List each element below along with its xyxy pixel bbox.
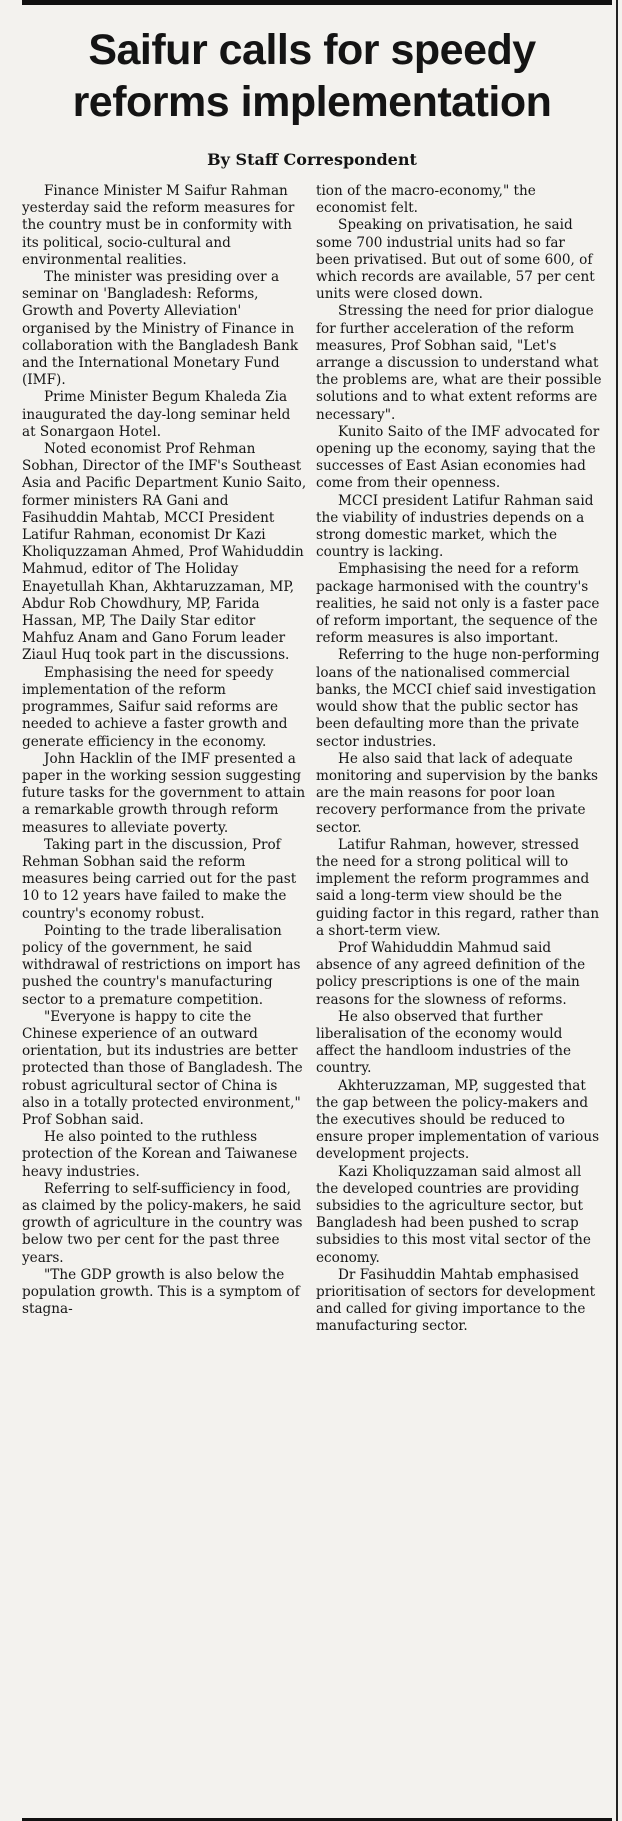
- paragraph: John Hacklin of the IMF presented a paper in the working session suggesting future tasks for the government to attain a remarkable growth through reform measures to alleviate poverty.: [22, 750, 306, 836]
- paragraph: Speaking on privatisation, he said some 700 industrial units had so far been privatised. But out of some 600, of which records are available, 57 per cent units were closed down.: [316, 217, 595, 303]
- paragraph: MCCI president Latifur Rahman said the viability of industries depends on a strong domestic market, which the country is lacking.: [316, 492, 594, 561]
- headline-line-1: Saifur calls for speedy: [88, 26, 536, 74]
- paragraph: Latifur Rahman, however, stressed the need for a strong political will to implement the reform programmes and said a long-term view should be the guiding factor in this regard, rather than a short-term view.: [316, 836, 600, 939]
- paragraph: He also observed that further liberalisation of the economy would affect the handloom industries of the country.: [316, 1008, 572, 1077]
- paragraph: tion of the macro-economy," the economist felt.: [316, 183, 536, 217]
- top-rule: [22, 0, 612, 5]
- paragraph: The minister was presiding over a seminar on 'Bangladesh: Reforms, Growth and Poverty Alleviation' organised by the Ministry of Finance in collaboration with the Bangladesh Bank and the International Monetary Fund (IMF).: [22, 269, 299, 389]
- paragraph: Referring to self-sufficiency in food, as claimed by the policy-makers, he said growth of agriculture in the country was below two per cent for the past three years.: [22, 1180, 303, 1266]
- paragraph: Emphasising the need for a reform package harmonised with the country's realities, he said not only is a faster pace of reform important, the sequence of the reform measures is also important.: [316, 561, 600, 647]
- paragraph: Taking part in the discussion, Prof Rehman Sobhan said the reform measures being carried out for the past 10 to 12 years have failed to make the country's economy robust.: [22, 836, 297, 922]
- paragraph: Prime Minister Begum Khaleda Zia inaugurated the day-long seminar held at Sonargaon Hotel.: [22, 389, 291, 440]
- paragraph: "The GDP growth is also below the population growth. This is a symptom of stagna-: [22, 1266, 300, 1318]
- paragraph: Akhteruzzaman, MP, suggested that the gap between the policy-makers and the executives should be reduced to ensure proper implementation of various development projects.: [316, 1077, 600, 1163]
- paragraph: Prof Wahiduddin Mahmud said absence of any agreed definition of the policy prescriptions is one of the main reasons for the slowness of reforms.: [316, 939, 586, 1008]
- article-body: [22, 183, 602, 1336]
- paragraph: Dr Fasihuddin Mahtab emphasised prioritisation of sectors for development and called for giving importance to the manufacturing sector.: [316, 1266, 596, 1335]
- paragraph: Finance Minister M Saifur Rahman yesterday said the reform measures for the country must be in conformity with its political, socio-cultural and environmental realities.: [22, 183, 295, 268]
- paragraph: He also pointed to the ruthless protection of the Korean and Taiwanese heavy industries.: [22, 1129, 298, 1180]
- right-column: [316, 183, 602, 1336]
- paragraph: Noted economist Prof Rehman Sobhan, Director of the IMF's Southeast Asia and Pacific Department Kunio Saito, former ministers RA Gani and Fasihuddin Mahtab, MCCI President Latifur Rahman, economist Dr Kazi Kholiquzzaman Ahmed, Prof Wahiduddin Mahmud, editor of The Holiday Enayetullah Khan, Akhtaruzzaman, MP, Abdur Rob Chowdhury, MP, Farida Hassan, MP, The Daily Star editor Mahfuz Anam and Gano Forum leader Ziaul Huq took part in the discussions.: [22, 441, 307, 664]
- paragraph: He also said that lack of adequate monitoring and supervision by the banks are the main reasons for poor loan recovery performance from the private sector.: [316, 750, 598, 836]
- byline: By Staff Correspondent: [207, 150, 417, 169]
- paragraph: Emphasising the need for speedy implementation of the reform programmes, Saifur said reforms are needed to achieve a faster growth and generate efficiency in the economy.: [22, 664, 288, 750]
- headline-line-2: reforms implementation: [72, 78, 552, 126]
- paragraph: Kunito Saito of the IMF advocated for opening up the economy, saying that the successes of East Asian economies had come from their openness.: [316, 423, 600, 492]
- paragraph: Referring to the huge non-performing loans of the nationalised commercial banks, the MCCI chief said investigation would show that the public sector has been defaulting more than the private sector industries.: [316, 647, 600, 750]
- paragraph: Kazi Kholiquzzaman said almost all the developed countries are providing subsidies to the agriculture sector, but Bangladesh had been pushed to scrap subsidies to this most vital sector of the economy.: [316, 1163, 591, 1266]
- paragraph: "Everyone is happy to cite the Chinese experience of an outward orientation, but its industries are better protected than those of Bangladesh. The robust agricultural sector of China is also in a totally protected environment," Prof Sobhan said.: [22, 1008, 303, 1128]
- paragraph: Pointing to the trade liberalisation policy of the government, he said withdrawal of restrictions on import has pushed the country's manufacturing sector to a premature competition.: [22, 922, 301, 1008]
- column-rule: [616, 0, 618, 1821]
- headline: [22, 0, 602, 128]
- paragraph: Stressing the need for prior dialogue for further acceleration of the reform measures, Prof Sobhan said, "Let's arrange a discussion to understand what the problems are, what are their possible solutions and to what extent reforms are necessary".: [316, 303, 602, 423]
- left-column: [22, 183, 308, 1318]
